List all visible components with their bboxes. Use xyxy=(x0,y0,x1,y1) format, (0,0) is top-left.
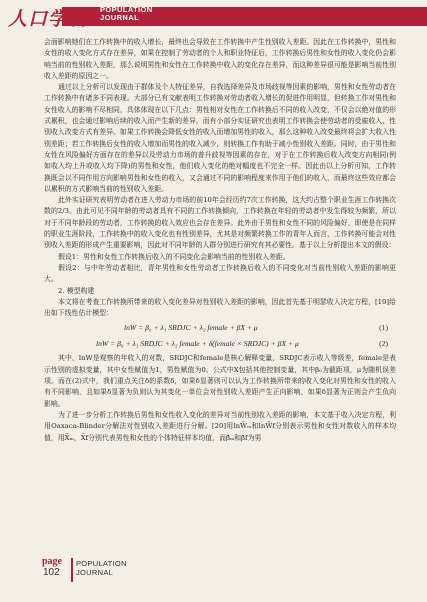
equation-formula: lnW = β₀ + λ₁ SRDJC + λ₂ female + βX + μ xyxy=(124,323,258,333)
journal-logo: 人口学刊 xyxy=(8,8,89,30)
page-footer xyxy=(42,556,162,586)
hypothesis-1: 假设1：男性和女性工作转换后收入的不同变化会影响当前的性别收入差距。 xyxy=(58,252,290,261)
equation-formula: lnW = β₀ + λ₁ SRDJC + λ₂ female + δ(female × SRDJC) + βX + μ xyxy=(96,339,299,349)
footer-journal-line1: POPULATION xyxy=(76,559,127,568)
paragraph: 为了进一步分析工作转换后男性和女性收入变化的差异对当前性别收入差距的影响，本文基于收入决定方程，利用Oaxaca-Blinder分解法对性别收入差距进行分解。[20]用lnW̄ₘ和lnW̄f分别表示男性和女性对数收入的样本均值，用X̄ₘ，X̄f分别代表男性和女性的个体特征样本均值，而β̂ₘ和β̂f为男 xyxy=(44,410,396,442)
page-header xyxy=(0,0,427,30)
equation-1 xyxy=(44,321,396,335)
footer-journal-line2: JOURNAL xyxy=(76,568,114,577)
page-label: page xyxy=(42,556,62,567)
journal-name-line1: POPULATION xyxy=(100,5,153,14)
hypothesis-2: 假设2：与中年劳动者相比，青年男性和女性劳动者工作转换后收入的不同变化对当前性别收入差距的影响更大。 xyxy=(44,263,396,284)
page-number: 102 xyxy=(43,567,60,578)
paragraph: 本文将在考查工作转换所带来的收入变化差异对性别收入差距的影响，因此首先基于明瑟收入决定方程，[19]给出如下线性估计模型： xyxy=(44,297,396,318)
equation-number: (1) xyxy=(379,323,388,333)
article-body xyxy=(44,37,396,444)
paragraph: 会面影响她们在工作转换中的收入增长，最终也会导致在工作转换中产生性别收入差距。因此在工作转换中，男性和女性的收入变化方式存在差异，如果在控制了劳动者的个人和职业特征后，工作转换后男性和女性的收入变化仍会影响当前的性别收入差距，那么说明男性和女性在工作转换中收入的变化存在差异，而这种差异很可能是影响当前性别收入差距的原因之一。 xyxy=(44,38,396,80)
paragraph: 通过以上分析可以发现由于群体及个人特征差异，自我选择差异及市场歧视等因素的影响，男性和女性劳动者在工作转换中有诸多不同表现。大部分已有文献表明工作转换对劳动者收入增长的促进作用明显，但转换工作对男性和女性收入的影响不尽相同，具体体现在以下几点：男性相对女性在工作转换后不同的收入改变，不仅会以绝对值的形式累积，也会通过影响后续的收入而产生新的差异，而有小部分实证研究也表明工作转换会使劳动者的受雇收入、性别收入改变方式有差异。如果工作转换会降低女性的收入而增加男性的收入，那么这种收入改变最终将会扩大收入性别差距；若工作转换后女性的收入增加而男性的收入减少，则转换工作有助于减小性别收入差距。同时，由于男性和女性在风险偏好方面存在的差异以及劳动力市场的普升歧视等因素的存在，对于在工作转换后收入改变方向相同(例如收入均上升或收入均下降)的男性和女性，他们收入变化的绝对幅度也不完全一样。因此由以上分析可知，工作转换既会以不同作用方向影响男性和女性的收入，又会通过不同的影响程度来作用于他们的收入，而最终这些效应都会以累积的方式影响当前的性别收入差距。 xyxy=(44,83,396,193)
paragraph: 其中，lnW是观察的年收入的对数，SRDJC和female是核心解释变量，SRDJC表示收入等级差，female是表示性别的虚拟变量，其中女性赋值为1，男性赋值为0。公式中X包括其他控制变量，其中β₀为截距项，μ为随机误差项。而在(2)式中，我们重点关注δ的系数δ，如果δ显著则可以认为工作转换所带来的收入变化对男性和女性的收入有不同影响，且如果δ显著为负则认为其变化一单位会对性别收入差距产生正向影响，如果δ显著为正则会产生负向影响。 xyxy=(44,354,396,408)
footer-journal-name xyxy=(76,559,127,577)
paragraph: 此外实证研究表明劳动者在进入劳动力市场的前10年会经历约7次工作转换，这大约占整个职业生涯工作转换次数的2/3。由此可见不同年龄的劳动者具有不同的工作转换倾向，工作转换在年轻的劳动者中发生得较为频繁，所以对于不同年龄段的劳动者，工作转换的收入效应也会存在差异。此外由于男性和女性不同的风险偏好，即使是在同样的职业生涯阶段，工作转换中的收入变化也有性别差异，尤其是对频繁转换工作的青年人而言，工作转换可能会对性别收入差距的形成产生重要影响，因此对不同年龄的人群分别进行研究有其必要性。基于以上分析提出本文的假设： xyxy=(44,196,396,250)
section-heading: 2. 模型构建 xyxy=(58,286,95,295)
journal-name-en xyxy=(100,6,153,22)
journal-name-line2: JOURNAL xyxy=(100,13,140,22)
footer-divider xyxy=(71,558,73,582)
equation-2 xyxy=(44,337,396,351)
equation-number: (2) xyxy=(379,339,388,349)
